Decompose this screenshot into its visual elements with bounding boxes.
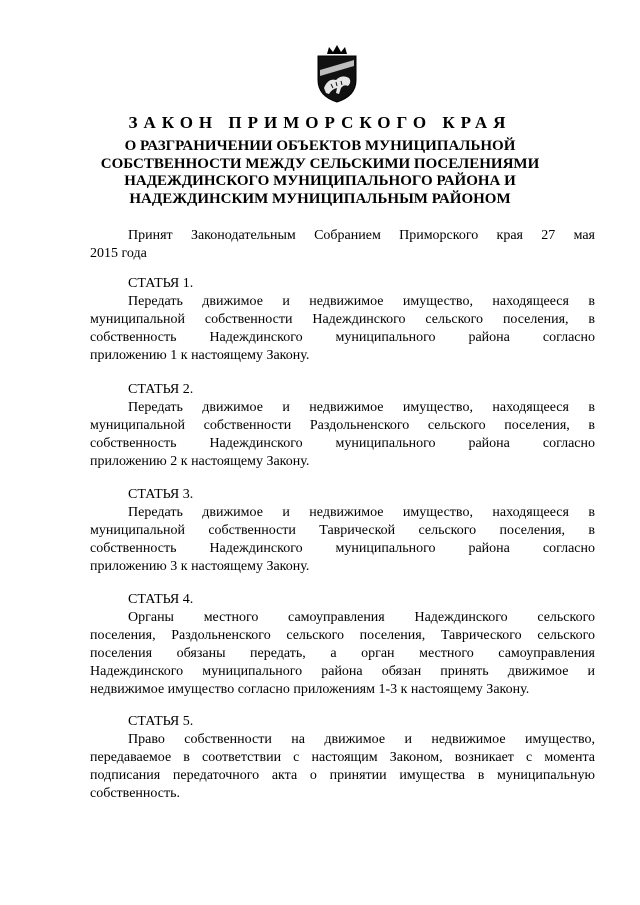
article-line: поселения обязаны передать, а орган местного самоуправления — [90, 646, 595, 661]
article-line: недвижимое имущество согласно приложениям 1-3 к настоящему Закону. — [90, 682, 530, 697]
article-line: муниципальной собственности Раздольненского сельского поселения, в — [90, 418, 595, 433]
article-line: муниципальной собственности Надеждинского сельского поселения, в — [90, 312, 595, 327]
article-line: Право собственности на движимое и недвижимое имущество, — [128, 732, 595, 747]
subtitle-line: СОБСТВЕННОСТИ МЕЖДУ СЕЛЬСКИМИ ПОСЕЛЕНИЯМИ — [100, 155, 540, 172]
article-heading: СТАТЬЯ 5. — [128, 714, 194, 729]
article-line: собственность Надеждинского муниципального района согласно — [90, 541, 595, 556]
article-4 — [90, 591, 595, 699]
article-line: собственность. — [90, 786, 180, 801]
article-line: Передать движимое и недвижимое имущество, находящееся в — [128, 294, 595, 309]
article-1 — [90, 275, 595, 365]
coat-of-arms-icon — [314, 44, 360, 104]
article-line: приложению 2 к настоящему Закону. — [90, 454, 310, 469]
subtitle-line: О РАЗГРАНИЧЕНИИ ОБЪЕКТОВ МУНИЦИПАЛЬНОЙ — [124, 138, 516, 154]
adoption-line: 2015 года — [90, 246, 147, 261]
article-heading: СТАТЬЯ 3. — [128, 487, 194, 502]
article-heading: СТАТЬЯ 2. — [128, 382, 194, 397]
article-line: муниципальной собственности Таврической сельского поселения, в — [90, 523, 595, 538]
article-heading: СТАТЬЯ 4. — [128, 592, 194, 607]
article-line: собственность Надеждинского муниципального района согласно — [90, 330, 595, 345]
article-line: приложению 3 к настоящему Закону. — [90, 559, 310, 574]
article-line: Передать движимое и недвижимое имущество, находящееся в — [128, 400, 595, 415]
adoption-line: Принят Законодательным Собранием Приморского края 27 мая — [128, 228, 595, 243]
law-title: ЗАКОН ПРИМОРСКОГО КРАЯ — [128, 113, 512, 132]
article-3 — [90, 486, 595, 576]
adoption-note — [90, 227, 595, 263]
article-line: приложению 1 к настоящему Закону. — [90, 348, 310, 363]
article-line: подписания передаточного акта о принятии имущества в муниципальную — [90, 768, 595, 783]
law-subtitle — [90, 138, 550, 208]
subtitle-line: НАДЕЖДИНСКИМ МУНИЦИПАЛЬНЫМ РАЙОНОМ — [129, 190, 511, 207]
article-line: передаваемое в соответствии с настоящим Законом, возникает с момента — [90, 750, 595, 765]
article-5 — [90, 713, 595, 803]
article-line: Органы местного самоуправления Надеждинского сельского — [128, 610, 595, 625]
article-line: поселения, Раздольненского сельского поселения, Таврического сельского — [90, 628, 595, 643]
article-2 — [90, 381, 595, 471]
article-line: Надеждинского муниципального района обязан принять движимое и — [90, 664, 595, 679]
article-line: Передать движимое и недвижимое имущество, находящееся в — [128, 505, 595, 520]
article-heading: СТАТЬЯ 1. — [128, 276, 194, 291]
article-line: собственность Надеждинского муниципального района согласно — [90, 436, 595, 451]
subtitle-line: НАДЕЖДИНСКОГО МУНИЦИПАЛЬНОГО РАЙОНА И — [124, 173, 516, 189]
